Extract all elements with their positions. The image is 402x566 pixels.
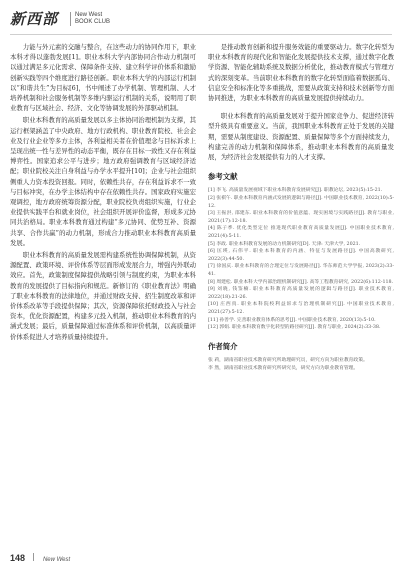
page-header xyxy=(10,10,392,34)
reference-item: [9] 刘晓, 钱鉴楠. 职业本科教育高质量发展的逻辑与路径[J]. 职业技术教育, 2022(18):21-26. xyxy=(208,287,394,300)
body-paragraph: 职业本科教育的高质量发展以多主体协同治理机制为支撑，其运行框架涵盖了中央政府、地方行政机构、职业教育院校、社会企业及行业企业等多方主体，各利益相关者在价值理念与目标诉求上呈现出统一性与差异性的动态平衡，既存在目标一致性又存在利益博弈性。国家追求公平与进步；地方政府强调教育与区域经济适配；职业院校关注自身利益与办学水平提升[10]；企业与社会组织侧重人力资本投资回报。同时，依赖性共存，存在利益诉求不一致与目标冲突，在办学主体结构中存在依赖性共存。国家政府实施宏观调控，地方政府统筹资源分配，职业院校负责组织实施，行业企业提供实践平台和就业岗位，社会组织开展评价监督，形成多元协同共治格局。职业本科教育通过构建“多元协同、优势互补、资源共享、合作共赢”的动力机制，形成合力推动职业本科教育高质量发展。 xyxy=(10,116,196,247)
author-item: 张 莉，湖南省职业技术教育研究所助理研究员，研究方向为职业教育政策。 xyxy=(208,357,368,363)
reference-item: [2] 张祺午. 职业本科教育内涵式发展的逻辑与路径[J]. 中国职业技术教育, 2022(10):5-12. xyxy=(208,196,394,209)
right-column xyxy=(208,42,394,372)
references-title: 参考文献 xyxy=(208,172,238,182)
footer-journal-name: New West xyxy=(42,557,71,563)
reference-item: [10] 庄西真. 职业本科院校利益诉求与治理机制研究[J]. 中国职业技术教育, 2021(27):5-12. xyxy=(208,302,394,315)
logo-en-line-1: New West xyxy=(75,12,103,18)
page-number: 148 xyxy=(10,553,26,563)
reference-item: [1] 李飞. 高质量发展视域下职业本科教育发展研究[J]. 职教论坛, 2023(5):15-21. xyxy=(208,188,383,194)
logo-en-line-2: BOOK CLUB xyxy=(75,19,111,25)
authors-list xyxy=(208,357,394,372)
journal-logo: 新西部 xyxy=(10,10,59,28)
reference-item: [12] 郭娟. 职业本科教育数字化转型的路径研究[J]. 教育与职业, 2024(2):33-38. xyxy=(208,325,381,331)
body-paragraph: 是推动教育创新和提升服务效能的重要驱动力。数字化转型为职业本科教育的现代化和智能化发展提供技术支撑，通过数字化教学资源、智能化辅助系统及数据分析优化，推动教育模式与管理方式的深刻变革。当前职业本科教育的数字化转型面临着数据孤岛、信息安全和标准化等多重挑战，需要从政策支持和技术创新等方面协同推进，为职业本科教育的高质量发展提供持续动力。 xyxy=(208,43,394,103)
author-item: 李 然，湖南省职业技术教育研究所研究员，研究方向为职业教育管理。 xyxy=(208,365,359,371)
reference-item: [8] 周建松. 职业本科大学内部治理机制研究[J]. 高等工程教育研究, 2022(6):112-118. xyxy=(208,279,394,285)
footer-divider xyxy=(33,553,34,561)
reference-item: [5] 李政. 职业本科教育发展的动力机制研究[D]. 天津: 天津大学, 2021. xyxy=(208,241,361,247)
authors-title: 作者简介 xyxy=(208,341,238,351)
body-paragraph: 力能与外元素的交融与整合，在这些动力的协同作用下，职业本科才得以蓬勃发展[1]。职业本科大学内部协同合作动力机制可以通过满足多元化需求、保障条件支持、建立科学评价体系和激励创新实践等四个维度进行路径创新。职业本科大学的内部运行机制以“和谐共生”为目标[6]，书中阐述了办学机制、管理机制、人才培养机制和社会服务机制等多维内驱运行机制的关系，说明用了职业教育与区域社会、经济、文化等协调发展的外部驱动机制。 xyxy=(10,43,196,113)
left-column xyxy=(10,42,196,342)
page-footer xyxy=(10,548,71,563)
body-paragraph: 职业本科教育的高质量发展对于提升国家竞争力、促进经济转型升级具有重要意义。当前，我国职业本科教育正处于发展的关键期，需要从制度建设、资源配置、质量保障等多个方面持续发力，构建完善的动力机制和保障体系，推动职业本科教育的高质量发展，为经济社会发展提供有力的人才支撑。 xyxy=(208,112,394,162)
journal-logo-english xyxy=(70,12,110,26)
reference-item: [6] 匡瑛, 石伟平. 职业本科教育的内涵、特征与发展路径[J]. 中国高教研究, 2022(3):44-50. xyxy=(208,249,394,262)
reference-item: [4] 陈子季. 优化类型定位 推进现代职业教育高质量发展[J]. 中国职业技术教育, 2021(4):5-11. xyxy=(208,226,394,239)
body-paragraph: 职业本科教育的高质量发展需构建系统性协调保障机制，从资源配置、政策环境、评价体系等层面形成发展合力，增强内外联动效应。首先，政策制度保障提供战略引领与制度约束，为职业本科教育的发展提供了目标指向和规范。新修订的《职业教育法》明确了职业本科教育的法律地位，并通过财政支持、招生制度改革和评价体系改革等手段提供保障；其次，资源保障依托财政投入与社会资本，优化资源配置，构建多元投入机制，推动职业本科教育的内涵式发展；最后，质量保障通过标准体系和评价机制，以高质量评价体系促进人才培养质量持续提升。 xyxy=(10,251,196,341)
reference-item: [7] 徐国庆. 职业本科教育的合理定位与发展路径[J]. 华东师范大学学报, 2023(2):33-41. xyxy=(208,264,394,277)
references-list xyxy=(208,187,394,331)
reference-item: [3] 王振洪, 邵建东. 职业本科教育的价值意蕴、现实困境与实践路径[J]. 教育与职业, 2021(17):12-18. xyxy=(208,211,394,224)
reference-item: [11] 孙善学. 完善职业教育体系的思考[J]. 中国职业技术教育, 2020(13):5-10. xyxy=(208,317,376,323)
header-divider xyxy=(10,34,392,35)
